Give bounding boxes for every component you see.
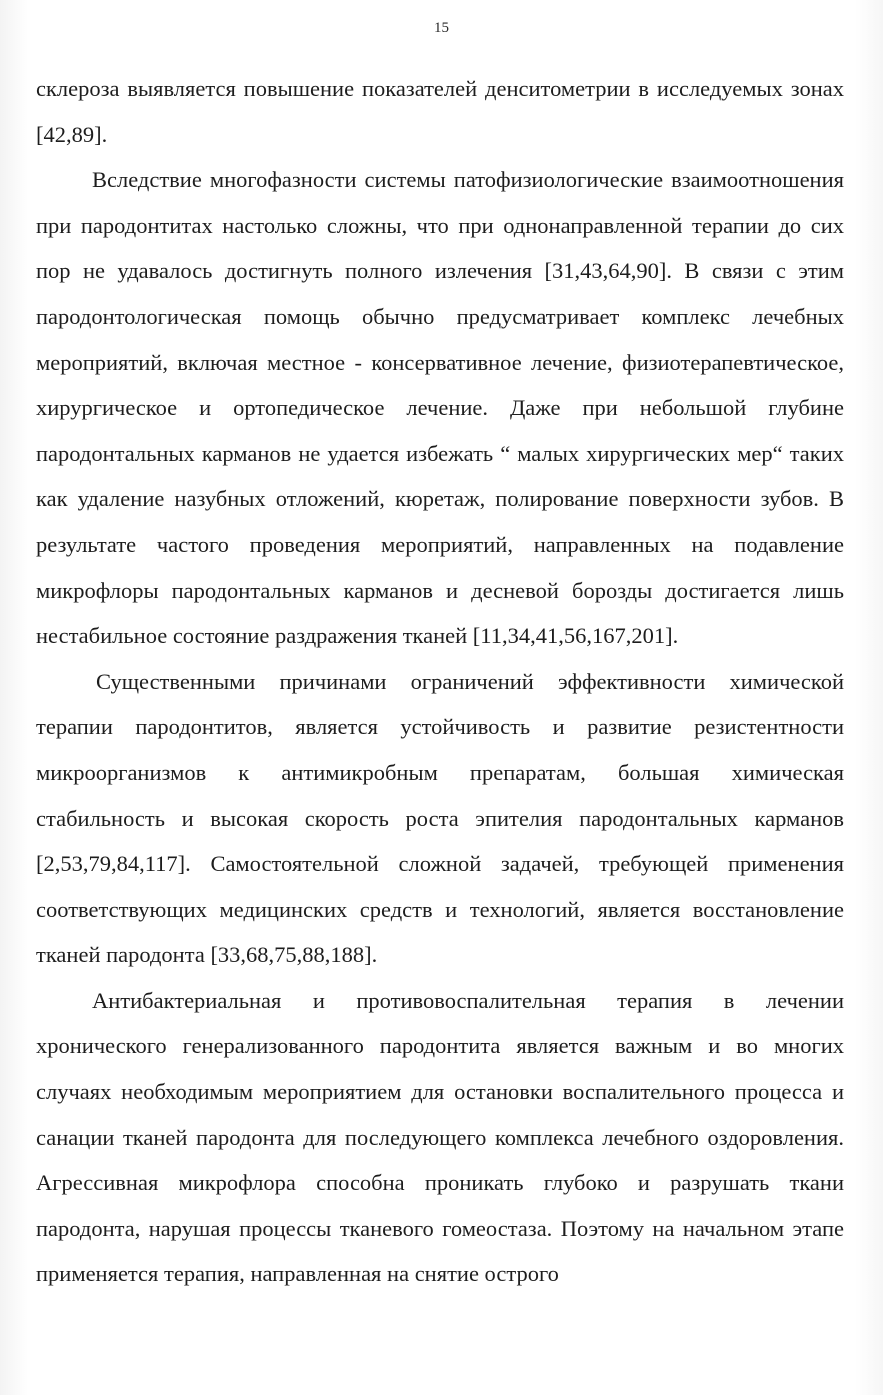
paragraph-2: Вследствие многофазности системы патофизиологические взаимоотношения при пародонтитах настолько сложны, что при однонаправленной терапии до сих пор не удавалось достигнуть полного излечения [31,43,64,90]. В связи с этим пародонтологическая помощь обычно предусматривает комплекс лечебных мероприятий, включая местное - консервативное лечение, физиотерапевтическое, хирургическое и ортопедическое лечение. Даже при небольшой глубине пародонтальных карманов не удается избежать “ малых хирургических мер“ таких как удаление назубных отложений, кюретаж, полирование поверхности зубов. В результате частого проведения мероприятий, направленных на подавление микрофлоры пародонтальных карманов и десневой борозды достигается лишь нестабильное состояние раздражения тканей [11,34,41,56,167,201]. — [36, 167, 844, 649]
paragraph-3: Существенными причинами ограничений эффективности химической терапии пародонтитов, является устойчивость и развитие резистентности микроорганизмов к антимикробным препаратам, большая химическая стабильность и высокая скорость роста эпителия пародонтальных карманов [2,53,79,84,117]. Самостоятельной сложной задачей, требующей применения соответствующих медицинских средств и технологий, является восстановление тканей пародонта [33,68,75,88,188]. — [36, 668, 844, 968]
body-text — [36, 66, 844, 1297]
page-number: 15 — [434, 20, 449, 36]
paragraph-1: склероза выявляется повышение показателей денситометрии в исследуемых зонах [42,89]. — [36, 76, 844, 147]
paragraph-4: Антибактериальная и противовоспалительная терапия в лечении хронического генерализованного пародонтита является важным и во многих случаях необходимым мероприятием для остановки воспалительного процесса и санации тканей пародонта для последующего комплекса лечебного оздоровления. Агрессивная микрофлора способна проникать глубоко и разрушать ткани пародонта, нарушая процессы тканевого гомеостаза. Поэтому на начальном этапе применяется терапия, направленная на снятие острого — [36, 987, 844, 1287]
